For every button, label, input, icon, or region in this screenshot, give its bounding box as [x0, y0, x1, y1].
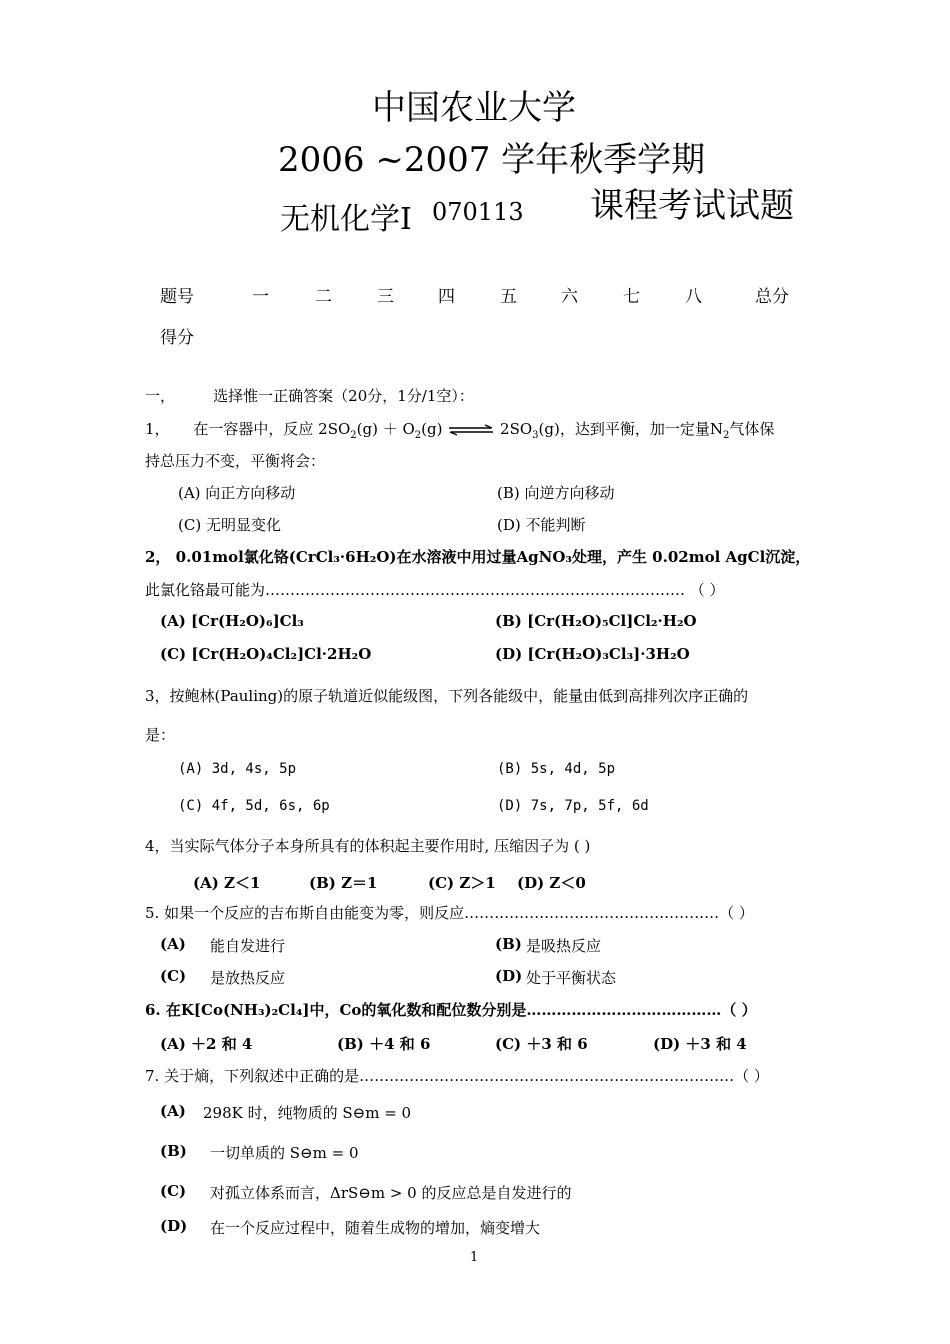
- q1-text-c: (g): [421, 420, 443, 438]
- q3-line1: 3，按鲍林(Pauling)的原子轨道近似能级图，下列各能级中，能量由低到高排列次序正确的: [145, 687, 749, 705]
- score-col-8: 八: [685, 287, 702, 307]
- q3-option-c: (C) 4f, 5d, 6s, 6p: [178, 798, 330, 814]
- score-row-label: 得分: [160, 328, 194, 348]
- course-code: 070113: [432, 198, 524, 226]
- q2-option-c: (C) [Cr(H₂O)₄Cl₂]Cl·2H₂O: [160, 645, 372, 663]
- q1-option-d: (D) 不能判断: [497, 516, 586, 534]
- q6-line1: 6. 在K[Co(NH₃)₂Cl₄]中，Co的氧化数和配位数分别是…………………………………（ ）: [145, 1001, 757, 1019]
- q5-option-c-label: (C): [160, 967, 187, 985]
- q5-option-a: 能自发进行: [210, 937, 286, 955]
- score-col-1: 一: [252, 287, 269, 307]
- exam-title: 课程考试试题: [590, 186, 794, 226]
- score-col-4: 四: [438, 287, 455, 307]
- q7-option-b-label: (B): [160, 1142, 187, 1160]
- q1-text-a: 在一容器中，反应 2SO: [193, 420, 351, 438]
- q7-option-a-label: (A): [160, 1102, 186, 1120]
- q1-text-b: (g) ＋ O: [356, 420, 415, 438]
- q1-line1: 1， 在一容器中，反应 $2SO_2(g) + O_2(g)$ $2SO_3(g)$，达到平衡，加一定量$N_2$气体保: [145, 420, 775, 441]
- q7-option-d-label: (D): [160, 1217, 188, 1235]
- q1-option-c: (C) 无明显变化: [178, 516, 281, 534]
- q6-option-c: (C) ＋3 和 6: [495, 1035, 588, 1053]
- q5-option-b-label: (B): [495, 935, 522, 953]
- q7-line1: 7. 关于熵，下列叙述中正确的是…………………………………………………………………（ ）: [145, 1067, 769, 1085]
- q2-line2: 此氯化铬最可能为………………………………………………………………………… （ ）: [145, 581, 725, 599]
- score-col-5: 五: [500, 287, 517, 307]
- q1-number: 1，: [145, 420, 170, 438]
- q3-option-a: (A) 3d, 4s, 5p: [178, 761, 297, 777]
- score-col-3: 三: [377, 287, 394, 307]
- term-title: 2006 ~2007 学年秋季学期: [278, 140, 706, 180]
- q5-option-d-label: (D): [495, 967, 523, 985]
- q1-option-a: (A) 向正方向移动: [178, 484, 296, 502]
- q4-option-c: (C) Z＞1: [428, 874, 496, 892]
- q2-option-a: (A) [Cr(H₂O)₆]Cl₃: [160, 612, 304, 630]
- q1-text-e: (g)，达到平衡，加一定量N: [538, 420, 723, 438]
- q7-option-c-label: (C): [160, 1182, 187, 1200]
- q1-line2: 持总压力不变，平衡将会：: [145, 452, 326, 470]
- q5-option-c: 是放热反应: [210, 969, 286, 987]
- q6-option-a: (A) ＋2 和 4: [160, 1035, 253, 1053]
- equilibrium-arrow-icon: [447, 424, 495, 436]
- q4-option-b: (B) Z＝1: [309, 874, 378, 892]
- score-col-7: 七: [623, 287, 640, 307]
- page-number: 1: [470, 1250, 479, 1265]
- q1-text-f: 气体保: [729, 420, 775, 438]
- q7-option-a: 298K 时，纯物质的 S⊖m = 0: [203, 1104, 412, 1122]
- q4-option-d: (D) Z＜0: [517, 874, 586, 892]
- score-col-total: 总分: [755, 287, 789, 307]
- q7-option-c: 对孤立体系而言，ΔrS⊖m > 0 的反应总是自发进行的: [210, 1184, 572, 1202]
- q4-line1: 4，当实际气体分子本身所具有的体积起主要作用时, 压缩因子为 ( ): [145, 837, 591, 855]
- q7-option-b: 一切单质的 S⊖m = 0: [210, 1144, 359, 1162]
- q1-text-d: 2SO: [500, 420, 533, 438]
- q5-option-d: 处于平衡状态: [526, 969, 617, 987]
- q3-option-b: (B) 5s, 4d, 5p: [497, 761, 616, 777]
- q1-option-b: (B) 向逆方向移动: [497, 484, 615, 502]
- q5-option-a-label: (A): [160, 935, 186, 953]
- q6-option-b: (B) ＋4 和 6: [337, 1035, 431, 1053]
- q2-option-d: (D) [Cr(H₂O)₃Cl₃]·3H₂O: [495, 645, 690, 663]
- q2-line1: 2， 0.01mol氯化铬(CrCl₃·6H₂O)在水溶液中用过量AgNO₃处理，产生 0.02mol AgCl沉淀，: [145, 548, 811, 566]
- score-col-6: 六: [561, 287, 578, 307]
- q3-option-d: (D) 7s, 7p, 5f, 6d: [497, 798, 649, 814]
- course-title: 无机化学Ⅰ: [280, 202, 412, 237]
- section-1-heading: 一， 选择惟一正确答案（20分，1分/1空）：: [145, 387, 474, 405]
- q4-option-a: (A) Z＜1: [193, 874, 261, 892]
- q7-option-d: 在一个反应过程中，随着生成物的增加，熵变增大: [210, 1219, 541, 1237]
- q3-line2: 是：: [145, 726, 176, 744]
- q6-option-d: (D) ＋3 和 4: [653, 1035, 747, 1053]
- university-title: 中国农业大学: [372, 88, 576, 128]
- score-col-2: 二: [315, 287, 332, 307]
- q5-line1: 5. 如果一个反应的吉布斯自由能变为零，则反应……………………………………………（ ）: [145, 904, 754, 922]
- q2-option-b: (B) [Cr(H₂O)₅Cl]Cl₂·H₂O: [495, 612, 697, 630]
- score-table-header-label: 题号: [160, 287, 194, 307]
- q5-option-b: 是吸热反应: [526, 937, 602, 955]
